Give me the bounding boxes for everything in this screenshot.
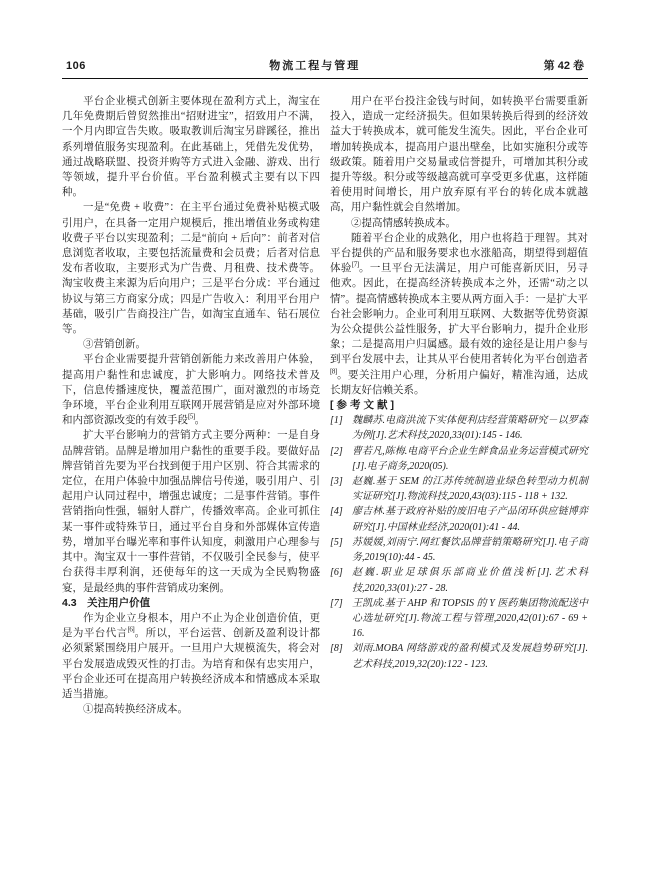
volume-label: 第 42 卷 [543, 60, 584, 72]
reference-text: 廖吉林.基于政府补贴的废旧电子产品闭环供应链博弈研究[J].中国林业经济,2020(01):41 - 44. [352, 506, 588, 533]
reference-text: 苏媛媛,刘雨宁.网红餐饮品牌营销策略研究[J].电子商务,2019(10):44 - 45. [352, 536, 588, 564]
section-heading-4-3: 4.3 关注用户价值 [62, 596, 151, 609]
reference-number: [5] [330, 536, 343, 548]
paragraph-text: 作为企业立身根本，用户不止为企业创造价值，更是为平台代言 [62, 612, 320, 640]
paragraph-text: 。要关注用户心理，分析用户偏好，精准沟通，达成长期友好信赖关系。 [330, 369, 588, 396]
paragraph-text: 平台企业需要提升营销创新能力来改善用户体验，提高用户黏性和忠诚度，扩大影响力。网络技术普及下，信息传播速度快，覆盖范围广，面对激烈的市场竞争环境，平台企业利用互联网开展营销是应对外部环境和内部资源改变的有效手段 [62, 354, 320, 427]
two-column-body [62, 94, 588, 717]
reference-list [330, 413, 588, 671]
paragraph: 平台企业模式创新主要体现在盈利方式上，淘宝在几年免费期后曾贸然推出“招财进宝”，招致用户不满，一个月内即宣告失败。吸取教训后淘宝另辟蹊径，推出系列增值服务实现盈利。在此基础上，凭借先发优势，通过战略联盟、投资并购等方式进入金融、游戏、出行等领域，提升平台价值。平台盈利模式主要有以下四种。 [62, 96, 320, 199]
running-head [62, 58, 588, 79]
citation-mark-8: [8] [330, 367, 337, 376]
right-column [330, 94, 588, 717]
paragraph: 扩大平台影响力的营销方式主要分两种：一是自身品牌营销。品牌是增加用户黏性的重要手段。要做好品牌营销首先要为平台找到便于用户区别、符合其需求的定位，在用户体验中加强品牌信号传递，吸引用户、引起用户认同过程中，增强忠诚度；二是事件营销。事件营销指向性强，辐射人群广，传播效率高。企业可抓住某一事件或特殊节日，通过平台自身和外部媒体宣传造势，增加平台曝光率和事件认知度，刺激用户心理参与其中。淘宝双十一事件营销，不仅吸引全民参与，使平台获得丰厚利润，还使每年的这一天成为全民购物盛宴，是最经典的事件营销成功案例。 [62, 430, 320, 594]
paragraph: 用户在平台投注金钱与时间，如转换平台需要重新投入，造成一定经济损失。但如果转换后得到的经济效益大于转换成本，就可能发生流失。因此，平台企业可增加转换成本，提高用户退出壁垒，比如实施积分或等级政策。随着用户交易量或信誉提升，可增加其积分或提升等级。积分或等级越高就可享受更多优惠，这样随着使用时间增长，用户放弃原有平台的转化成本就越高，用户黏性就会自然增加。 [330, 96, 588, 214]
journal-title: 物流工程与管理 [269, 60, 361, 72]
reference-item [330, 474, 588, 504]
reference-item [330, 641, 588, 671]
paragraph-text: 随着平台企业的成熟化，用户也将趋于理智。其对平台提供的产品和服务要求也水涨船高，期望得到超值体验 [330, 232, 588, 275]
left-column [62, 94, 320, 717]
reference-number: [1] [330, 415, 343, 427]
list-item-emotional-cost: ②提高情感转换成本。 [351, 217, 456, 229]
reference-text: 刘雨.MOBA 网络游戏的盈利模式及发展趋势研究[J].艺术科技,2019,32(20):122 - 123. [352, 643, 588, 670]
list-item-economic-cost: ①提高转换经济成本。 [83, 704, 188, 716]
citation-mark-7: [7] [351, 260, 359, 269]
paragraph-text: 。 [194, 415, 206, 427]
reference-number: [6] [330, 567, 343, 579]
paragraph: 一是“免费 + 收费”：在主平台通过免费补贴模式吸引用户，在具备一定用户规模后，推出增值业务或构建收费子平台以实现盈利；二是“前向 + 后向”：前者对信息浏览者收取，主要包括流量费和会员费；后者对信息发布者收取，主要形式为广告费、月租费、技术费等。淘宝收费主来源为后向用户；三是平台分成：平台通过协议与第三方商家分成；四是广告收入：利用平台用户基础，吸引广告商投注广告，如淘宝直通车、钻石展位等。 [62, 202, 320, 336]
reference-item [330, 596, 588, 642]
reference-number: [7] [330, 597, 343, 609]
reference-item [330, 535, 588, 565]
reference-text: 魏麟苏.电商洪流下实体便利店经营策略研究－以罗森为例[J].艺术科技,2020,33(01):145 - 146. [352, 415, 588, 442]
paragraph [62, 611, 320, 702]
reference-number: [4] [330, 506, 343, 518]
references-heading: [参考文献] [330, 399, 397, 412]
reference-text: 曹若凡,陈梅.电商平台企业生鲜食品业务运营模式研究[J].电子商务,2020(05). [352, 445, 588, 472]
reference-item [330, 504, 588, 534]
reference-text: 王凯成.基于 AHP 和 TOPSIS 的 Y 医药集团物流配送中心选址研究[J].物流工程与管理,2020,42(01):67 - 69 + 16. [352, 597, 588, 640]
paragraph-text: 。一旦平台无法满足，用户可能喜新厌旧，另寻他欢。因此，在提高经济转换成本之外，还需“动之以情”。提高情感转换成本主要从两方面入手：一是扩大平台社会影响力。企业可利用互联网、大数据等优势资源为公众提供公益性服务，扩大平台影响力，提升企业形象；二是提高用户归属感。最有效的途径是让用户参与到平台发展中去，让其从平台使用者转化为平台创造者 [330, 263, 589, 366]
page-number: 106 [66, 60, 86, 72]
paragraph-text: 。所以，平台运营、创新及盈利设计都必须紧紧围绕用户展开。一旦用户大规模流失，将会对平台发展造成毁灭性的打击。为培育和保有忠实用户，平台企业还可在提高用户转换经济成本和情感成本采取适当措施。 [62, 628, 321, 700]
citation-mark-6: [6] [127, 625, 135, 634]
reference-item [330, 444, 588, 474]
reference-item [330, 413, 588, 443]
reference-item [330, 565, 588, 595]
paragraph [62, 352, 320, 428]
reference-text: 赵巍.基于 SEM 的江苏传统制造业绿色转型动力机制实证研究[J].物流科技,2020,43(03):115 - 118 + 132. [352, 476, 588, 503]
paragraph [330, 231, 588, 398]
reference-number: [8] [330, 643, 343, 655]
list-item-marketing-innovation: ③营销创新。 [83, 339, 146, 351]
reference-number: [2] [330, 445, 343, 457]
citation-mark-5: [5] [188, 412, 195, 421]
reference-number: [3] [330, 476, 343, 488]
reference-text: 赵巍.职业足球俱乐部商业价值浅析[J].艺术科技,2020,33(01):27 - 28. [352, 567, 588, 594]
